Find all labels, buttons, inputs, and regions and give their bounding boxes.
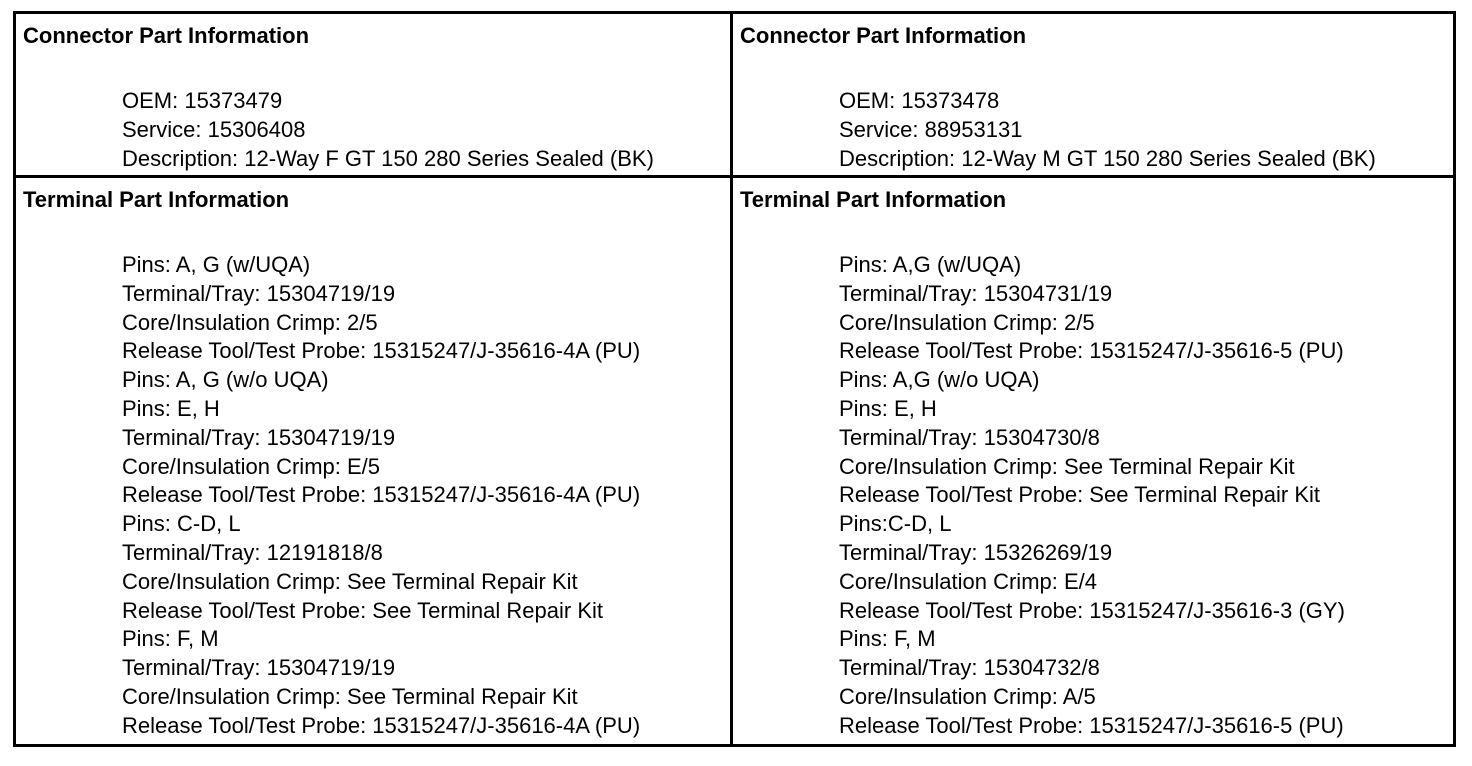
info-line: Pins: A, G (w/o UQA): [122, 367, 329, 393]
info-line: Pins: A, G (w/UQA): [122, 252, 311, 277]
info-line: Pins: C-D, L: [122, 511, 241, 537]
info-line: Release Tool/Test Probe: 15315247/J-35616-4A (PU): [122, 712, 641, 738]
info-line: Core/Insulation Crimp: A/5: [839, 683, 1096, 709]
info-line: Pins: E, H: [122, 395, 220, 421]
info-line: Terminal/Tray: 15304732/8: [839, 655, 1100, 681]
info-line: Terminal/Tray: 15304719/19: [122, 655, 396, 681]
info-line: Release Tool/Test Probe: See Terminal Repair Kit: [122, 597, 603, 623]
connector-info-cell-left: [16, 14, 733, 178]
info-line: Release Tool/Test Probe: 15315247/J-35616-4A (PU): [122, 338, 641, 364]
terminal-info-cell-left: [16, 178, 733, 744]
info-line: Terminal/Tray: 15304730/8: [839, 424, 1100, 450]
connector-info-cell-right: [733, 14, 1455, 178]
info-line: Pins: F, M: [122, 626, 219, 652]
info-line: Core/Insulation Crimp: See Terminal Repair Kit: [122, 568, 578, 594]
connector-info-heading: Connector Part Information: [740, 23, 1027, 48]
terminal-info-lines: [122, 251, 640, 741]
info-line: Pins: A,G (w/o UQA): [839, 367, 1040, 393]
info-line: Release Tool/Test Probe: 15315247/J-35616-3 (GY): [839, 597, 1345, 623]
connector-info-lines: [122, 87, 654, 173]
info-line: Pins: E, H: [839, 395, 937, 421]
info-line: Terminal/Tray: 12191818/8: [122, 539, 383, 565]
info-line: Pins:C-D, L: [839, 511, 952, 537]
connector-info-heading: Connector Part Information: [23, 23, 310, 48]
terminal-info-lines: [839, 251, 1345, 741]
info-line: Core/Insulation Crimp: See Terminal Repair Kit: [839, 453, 1295, 479]
info-line: Terminal/Tray: 15304731/19: [839, 280, 1113, 306]
info-line: Core/Insulation Crimp: E/5: [122, 453, 380, 479]
info-line: Service: 15306408: [122, 116, 306, 142]
info-line: Service: 88953131: [839, 116, 1023, 142]
info-line: Pins: F, M: [839, 626, 936, 652]
info-line: Core/Insulation Crimp: 2/5: [122, 309, 378, 335]
info-line: Core/Insulation Crimp: E/4: [839, 568, 1097, 594]
info-line: Terminal/Tray: 15326269/19: [839, 539, 1113, 565]
info-line: Release Tool/Test Probe: 15315247/J-35616-5 (PU): [839, 338, 1344, 364]
info-line: Terminal/Tray: 15304719/19: [122, 280, 396, 306]
info-line: Terminal/Tray: 15304719/19: [122, 424, 396, 450]
info-line: OEM: 15373479: [122, 88, 283, 113]
info-line: OEM: 15373478: [839, 88, 1000, 113]
terminal-info-heading: Terminal Part Information: [740, 187, 1007, 212]
info-line: Release Tool/Test Probe: 15315247/J-35616-4A (PU): [122, 482, 641, 508]
info-line: Core/Insulation Crimp: 2/5: [839, 309, 1095, 335]
info-line: Description: 12-Way F GT 150 280 Series Sealed (BK): [122, 145, 654, 171]
info-line: Release Tool/Test Probe: See Terminal Repair Kit: [839, 482, 1320, 508]
info-line: Core/Insulation Crimp: See Terminal Repair Kit: [122, 683, 578, 709]
info-line: Description: 12-Way M GT 150 280 Series Sealed (BK): [839, 145, 1376, 171]
connector-terminal-table: [13, 11, 1456, 747]
terminal-info-heading: Terminal Part Information: [23, 187, 290, 212]
terminal-info-cell-right: [733, 178, 1455, 744]
connector-info-lines: [839, 87, 1376, 173]
info-line: Release Tool/Test Probe: 15315247/J-35616-5 (PU): [839, 712, 1344, 738]
info-line: Pins: A,G (w/UQA): [839, 252, 1022, 277]
